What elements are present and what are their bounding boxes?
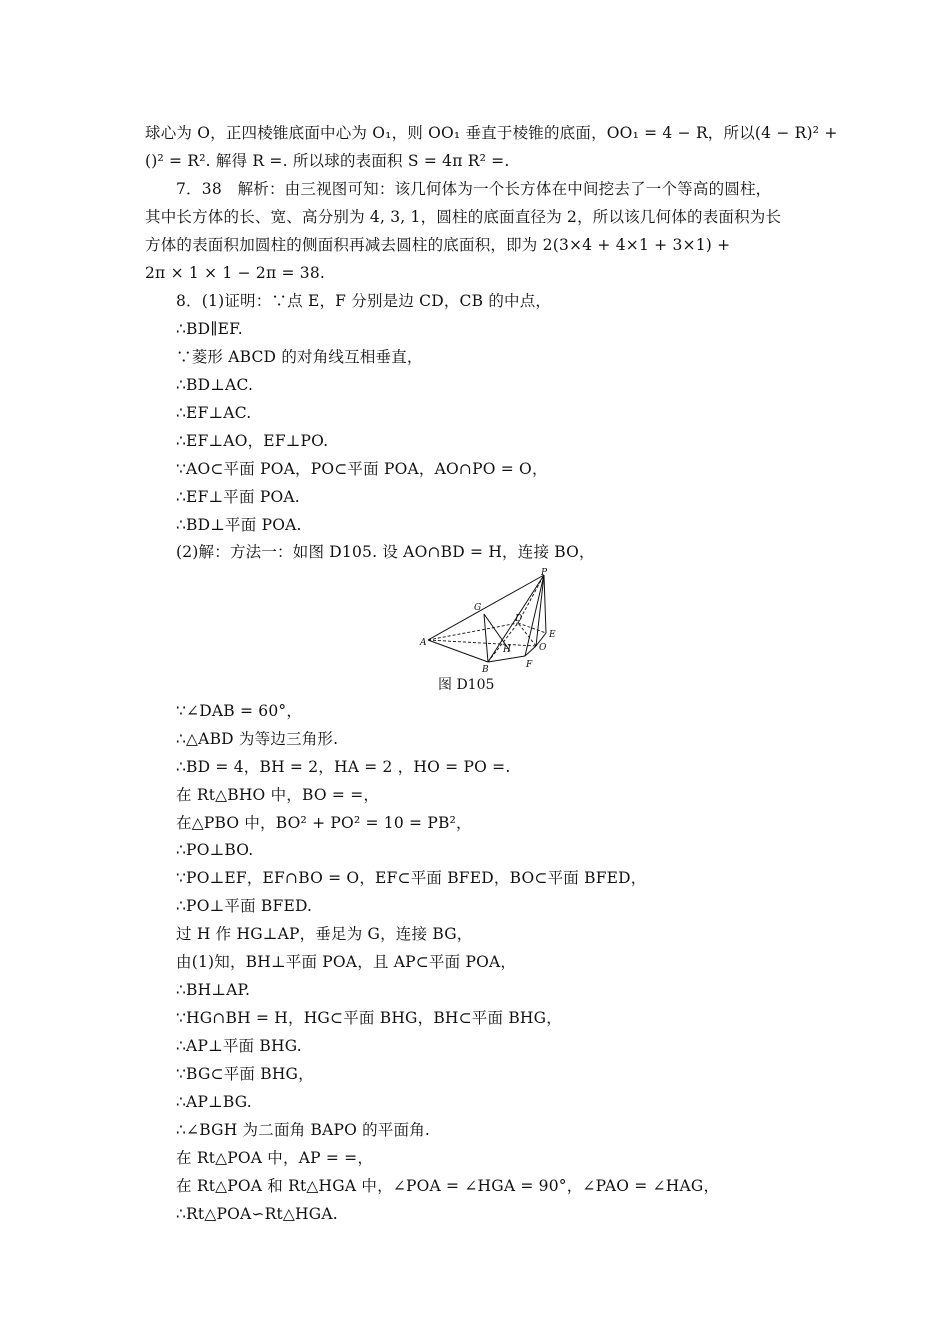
text-line: ∴△ABD 为等边三角形. — [176, 730, 339, 748]
label-G: G — [474, 603, 482, 613]
text-line: 2π × 1 × 1 − 2π = 38. — [145, 264, 326, 282]
label-B: B — [482, 665, 489, 674]
geometry-figure — [418, 566, 566, 674]
text-line: ∵AO⊂平面 POA，PO⊂平面 POA，AO∩PO = O， — [176, 460, 548, 478]
text-line: 过 H 作 HG⊥AP，垂足为 G，连接 BG， — [176, 925, 473, 943]
text-line: 7．38 解析：由三视图可知：该几何体为一个长方体在中间挖去了一个等高的圆柱， — [176, 180, 772, 198]
label-O: O — [539, 643, 547, 653]
text-line: 其中长方体的长、宽、高分别为 4, 3, 1，圆柱的底面直径为 2，所以该几何体的表面积为长 — [145, 208, 782, 226]
label-F: F — [526, 660, 533, 670]
text-line: 方体的表面积加圆柱的侧面积再减去圆柱的底面积，即为 2(3×4 + 4×1 + 3×1) + — [145, 236, 731, 254]
text-line: ∴PO⊥BO. — [176, 841, 254, 859]
text-line: ∴PO⊥平面 BFED. — [176, 897, 313, 915]
text-line: ∵BG⊂平面 BHG， — [176, 1065, 314, 1083]
text-line: ∴EF⊥AC. — [176, 404, 252, 422]
text-line: (2)解：方法一：如图 D105. 设 AO∩BD = H，连接 BO， — [176, 543, 595, 561]
text-line: ∵∠DAB = 60°， — [176, 702, 303, 720]
label-A: A — [420, 638, 427, 648]
text-line: ∴BD⊥平面 POA. — [176, 516, 302, 534]
text-line: ∴AP⊥BG. — [176, 1093, 252, 1111]
label-H: H — [503, 645, 511, 655]
text-line: ∴BD∥EF. — [176, 320, 243, 338]
text-line: ∴EF⊥平面 POA. — [176, 488, 300, 506]
text-line: 在△PBO 中，BO² + PO² = 10 = PB²， — [176, 814, 472, 832]
label-P: P — [541, 568, 548, 578]
label-E: E — [549, 630, 556, 640]
text-line: ∴∠BGH 为二面角 BAPO 的平面角. — [176, 1121, 431, 1139]
text-line: 在 Rt△POA 中，AP = =， — [176, 1149, 374, 1167]
text-line: 在 Rt△POA 和 Rt△HGA 中，∠POA = ∠HGA = 90°，∠PAO = ∠HAG， — [176, 1177, 720, 1195]
text-line: ∴BH⊥AP. — [176, 981, 251, 999]
text-line: ∵PO⊥EF，EF∩BO = O，EF⊂平面 BFED，BO⊂平面 BFED， — [176, 869, 647, 887]
text-line: ∵HG∩BH = H，HG⊂平面 BHG，BH⊂平面 BHG， — [176, 1009, 562, 1027]
text-line: ()² = R². 解得 R =. 所以球的表面积 S = 4π R² =. — [145, 152, 510, 170]
text-line: ∴AP⊥平面 BHG. — [176, 1037, 302, 1055]
figure-caption: 图 D105 — [438, 677, 495, 693]
text-line: 8．(1)证明：∵点 E，F 分别是边 CD，CB 的中点， — [176, 292, 552, 310]
text-line: 在 Rt△BHO 中，BO = =， — [176, 786, 380, 804]
text-line: 由(1)知，BH⊥平面 POA，且 AP⊂平面 POA， — [176, 953, 517, 971]
text-line: ∴Rt△POA∽Rt△HGA. — [176, 1205, 338, 1223]
text-line: ∴EF⊥AO，EF⊥PO. — [176, 432, 329, 450]
text-line: ∴BD = 4，BH = 2，HA = 2 ，HO = PO =. — [176, 758, 511, 776]
text-line: ∴BD⊥AC. — [176, 376, 254, 394]
text-line: 球心为 O，正四棱锥底面中心为 O₁，则 OO₁ 垂直于棱锥的底面，OO₁ = 4 − R，所以(4 − R)² + — [145, 124, 838, 142]
text-line: ∵菱形 ABCD 的对角线互相垂直， — [176, 348, 423, 366]
label-D: D — [515, 614, 523, 624]
